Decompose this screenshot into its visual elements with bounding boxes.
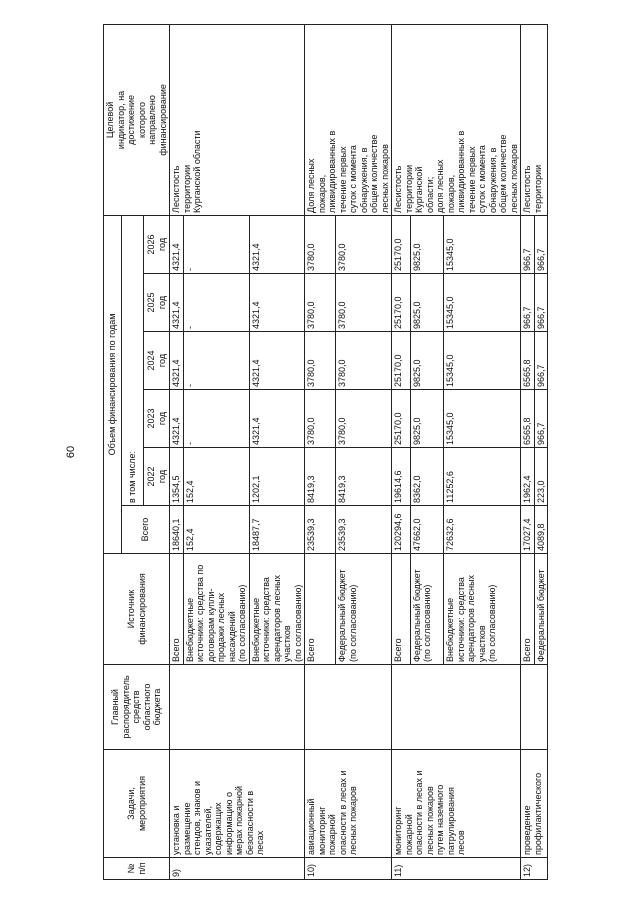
manager-cell: [305, 665, 392, 750]
header-manager: Главный распорядитель средств областного бюджета: [104, 665, 170, 750]
header-total: Всего: [122, 506, 170, 554]
year-2026-cell: 4321,4: [249, 215, 305, 273]
year-2024-cell: 4321,4: [170, 332, 184, 390]
year-2023-cell: 9825,0: [410, 390, 443, 448]
year-2023-cell: 25170,0: [392, 390, 411, 448]
source-cell: Всего: [170, 554, 184, 665]
row-number: 10): [305, 858, 392, 880]
header-indicator: Целевой индикатор, на достижение которого направлено финансирование: [104, 24, 170, 215]
year-2025-cell: 15345,0: [444, 274, 521, 332]
table-row: [170, 24, 184, 879]
year-2025-cell: 966,7: [534, 274, 548, 332]
year-2026-cell: -: [183, 215, 249, 273]
year-2024-cell: 3780,0: [305, 332, 336, 390]
year-2023-cell: 4321,4: [170, 390, 184, 448]
year-2022-cell: 8419,3: [336, 448, 392, 506]
rotated-table-container: [103, 25, 583, 880]
total-cell: 18487,7: [249, 506, 305, 554]
year-2023-cell: 3780,0: [336, 390, 392, 448]
header-volume: Объем финансирования по годам: [104, 215, 122, 553]
total-cell: 23539,3: [305, 506, 336, 554]
task-cell: установка и размещение стендов, знаков и указателей, содержащих информацию о мерах пожарной безопасности в лесах: [170, 750, 305, 858]
indicator-cell: Лесистость территории Курганской области; доля лесных пожаров, ликвидированных в течение первых суток с момента обнаружения, в общем количестве лесных пожаров: [392, 24, 521, 215]
year-2022-cell: 223,0: [534, 448, 548, 506]
year-2025-cell: 25170,0: [392, 274, 411, 332]
total-cell: 17027,4: [521, 506, 535, 554]
source-cell: Всего: [305, 554, 336, 665]
header-year-2025: 2025 год: [144, 274, 170, 332]
year-2026-cell: 3780,0: [305, 215, 336, 273]
table-row: [305, 24, 336, 879]
year-2026-cell: 25170,0: [392, 215, 411, 273]
indicator-cell: Доля лесных пожаров, ликвидированных в течение первых суток с момента обнаружения, в общем количестве лесных пожаров: [305, 24, 392, 215]
header-num: № п/п: [104, 858, 170, 880]
total-cell: 18640,1: [170, 506, 184, 554]
year-2022-cell: 11252,6: [444, 448, 521, 506]
year-2022-cell: 19614,6: [392, 448, 411, 506]
total-cell: 4089,8: [534, 506, 548, 554]
total-cell: 152,4: [183, 506, 249, 554]
year-2026-cell: 966,7: [534, 215, 548, 273]
header-source: Источник финансирования: [104, 554, 170, 665]
total-cell: 72632,6: [444, 506, 521, 554]
source-cell: Всего: [521, 554, 535, 665]
year-2025-cell: 9825,0: [410, 274, 443, 332]
task-cell: проведение профилактического: [521, 750, 548, 858]
year-2023-cell: 966,7: [534, 390, 548, 448]
header-task: Задачи, мероприятия: [104, 750, 170, 858]
table-row: [521, 24, 535, 879]
year-2022-cell: 1962,4: [521, 448, 535, 506]
year-2026-cell: 9825,0: [410, 215, 443, 273]
page-number: 60: [65, 445, 77, 459]
year-2025-cell: 3780,0: [336, 274, 392, 332]
indicator-cell: Лесистость территории: [521, 24, 548, 215]
total-cell: 120294,6: [392, 506, 411, 554]
year-2026-cell: 4321,4: [170, 215, 184, 273]
year-2023-cell: 6565,8: [521, 390, 535, 448]
header-year-2023: 2023 год: [144, 390, 170, 448]
header-including: в том числе:: [122, 215, 144, 505]
year-2024-cell: 25170,0: [392, 332, 411, 390]
year-2024-cell: 6565,8: [521, 332, 535, 390]
year-2022-cell: 8362,0: [410, 448, 443, 506]
table-body: [170, 24, 548, 879]
source-cell: Федеральный бюджет (по согласованию): [410, 554, 443, 665]
row-number: 12): [521, 858, 548, 880]
manager-cell: [521, 665, 548, 750]
year-2025-cell: 966,7: [521, 274, 535, 332]
manager-cell: [170, 665, 305, 750]
year-2024-cell: 966,7: [534, 332, 548, 390]
total-cell: 23539,3: [336, 506, 392, 554]
manager-cell: [392, 665, 521, 750]
year-2023-cell: 4321,4: [249, 390, 305, 448]
source-cell: Федеральный бюджет: [534, 554, 548, 665]
header-year-2024: 2024 год: [144, 332, 170, 390]
year-2025-cell: 4321,4: [170, 274, 184, 332]
year-2026-cell: 15345,0: [444, 215, 521, 273]
year-2025-cell: -: [183, 274, 249, 332]
year-2023-cell: 15345,0: [444, 390, 521, 448]
row-number: 9): [170, 858, 305, 880]
year-2026-cell: 3780,0: [336, 215, 392, 273]
year-2022-cell: 152,4: [183, 448, 249, 506]
year-2023-cell: 3780,0: [305, 390, 336, 448]
year-2023-cell: -: [183, 390, 249, 448]
header-year-2022: 2022 год: [144, 448, 170, 506]
source-cell: Внебюджетные источники: средства арендаторов лесных участков (по согласованию): [444, 554, 521, 665]
year-2026-cell: 966,7: [521, 215, 535, 273]
source-cell: Всего: [392, 554, 411, 665]
year-2024-cell: 3780,0: [336, 332, 392, 390]
indicator-cell: Лесистость территории Курганской области: [170, 24, 305, 215]
year-2025-cell: 3780,0: [305, 274, 336, 332]
year-2024-cell: 4321,4: [249, 332, 305, 390]
table-row: [392, 24, 411, 879]
row-number: 11): [392, 858, 521, 880]
year-2024-cell: -: [183, 332, 249, 390]
year-2022-cell: 8419,3: [305, 448, 336, 506]
task-cell: авиационный мониторинг пожарной опасности в лесах и лесных пожаров: [305, 750, 392, 858]
year-2024-cell: 15345,0: [444, 332, 521, 390]
header-year-2026: 2026 год: [144, 215, 170, 273]
year-2024-cell: 9825,0: [410, 332, 443, 390]
source-cell: Внебюджетные источники: средства по договорам купли- продажи лесных насаждений (по согласованию): [183, 554, 249, 665]
year-2022-cell: 1202,1: [249, 448, 305, 506]
task-cell: мониторинг пожарной опасности в лесах и лесных пожаров путем наземного патрулирования лесов: [392, 750, 521, 858]
financing-table: [103, 24, 548, 880]
source-cell: Внебюджетные источники: средства арендаторов лесных участков (по согласованию): [249, 554, 305, 665]
year-2025-cell: 4321,4: [249, 274, 305, 332]
total-cell: 47662,0: [410, 506, 443, 554]
year-2022-cell: 1354,5: [170, 448, 184, 506]
source-cell: Федеральный бюджет (по согласованию): [336, 554, 392, 665]
